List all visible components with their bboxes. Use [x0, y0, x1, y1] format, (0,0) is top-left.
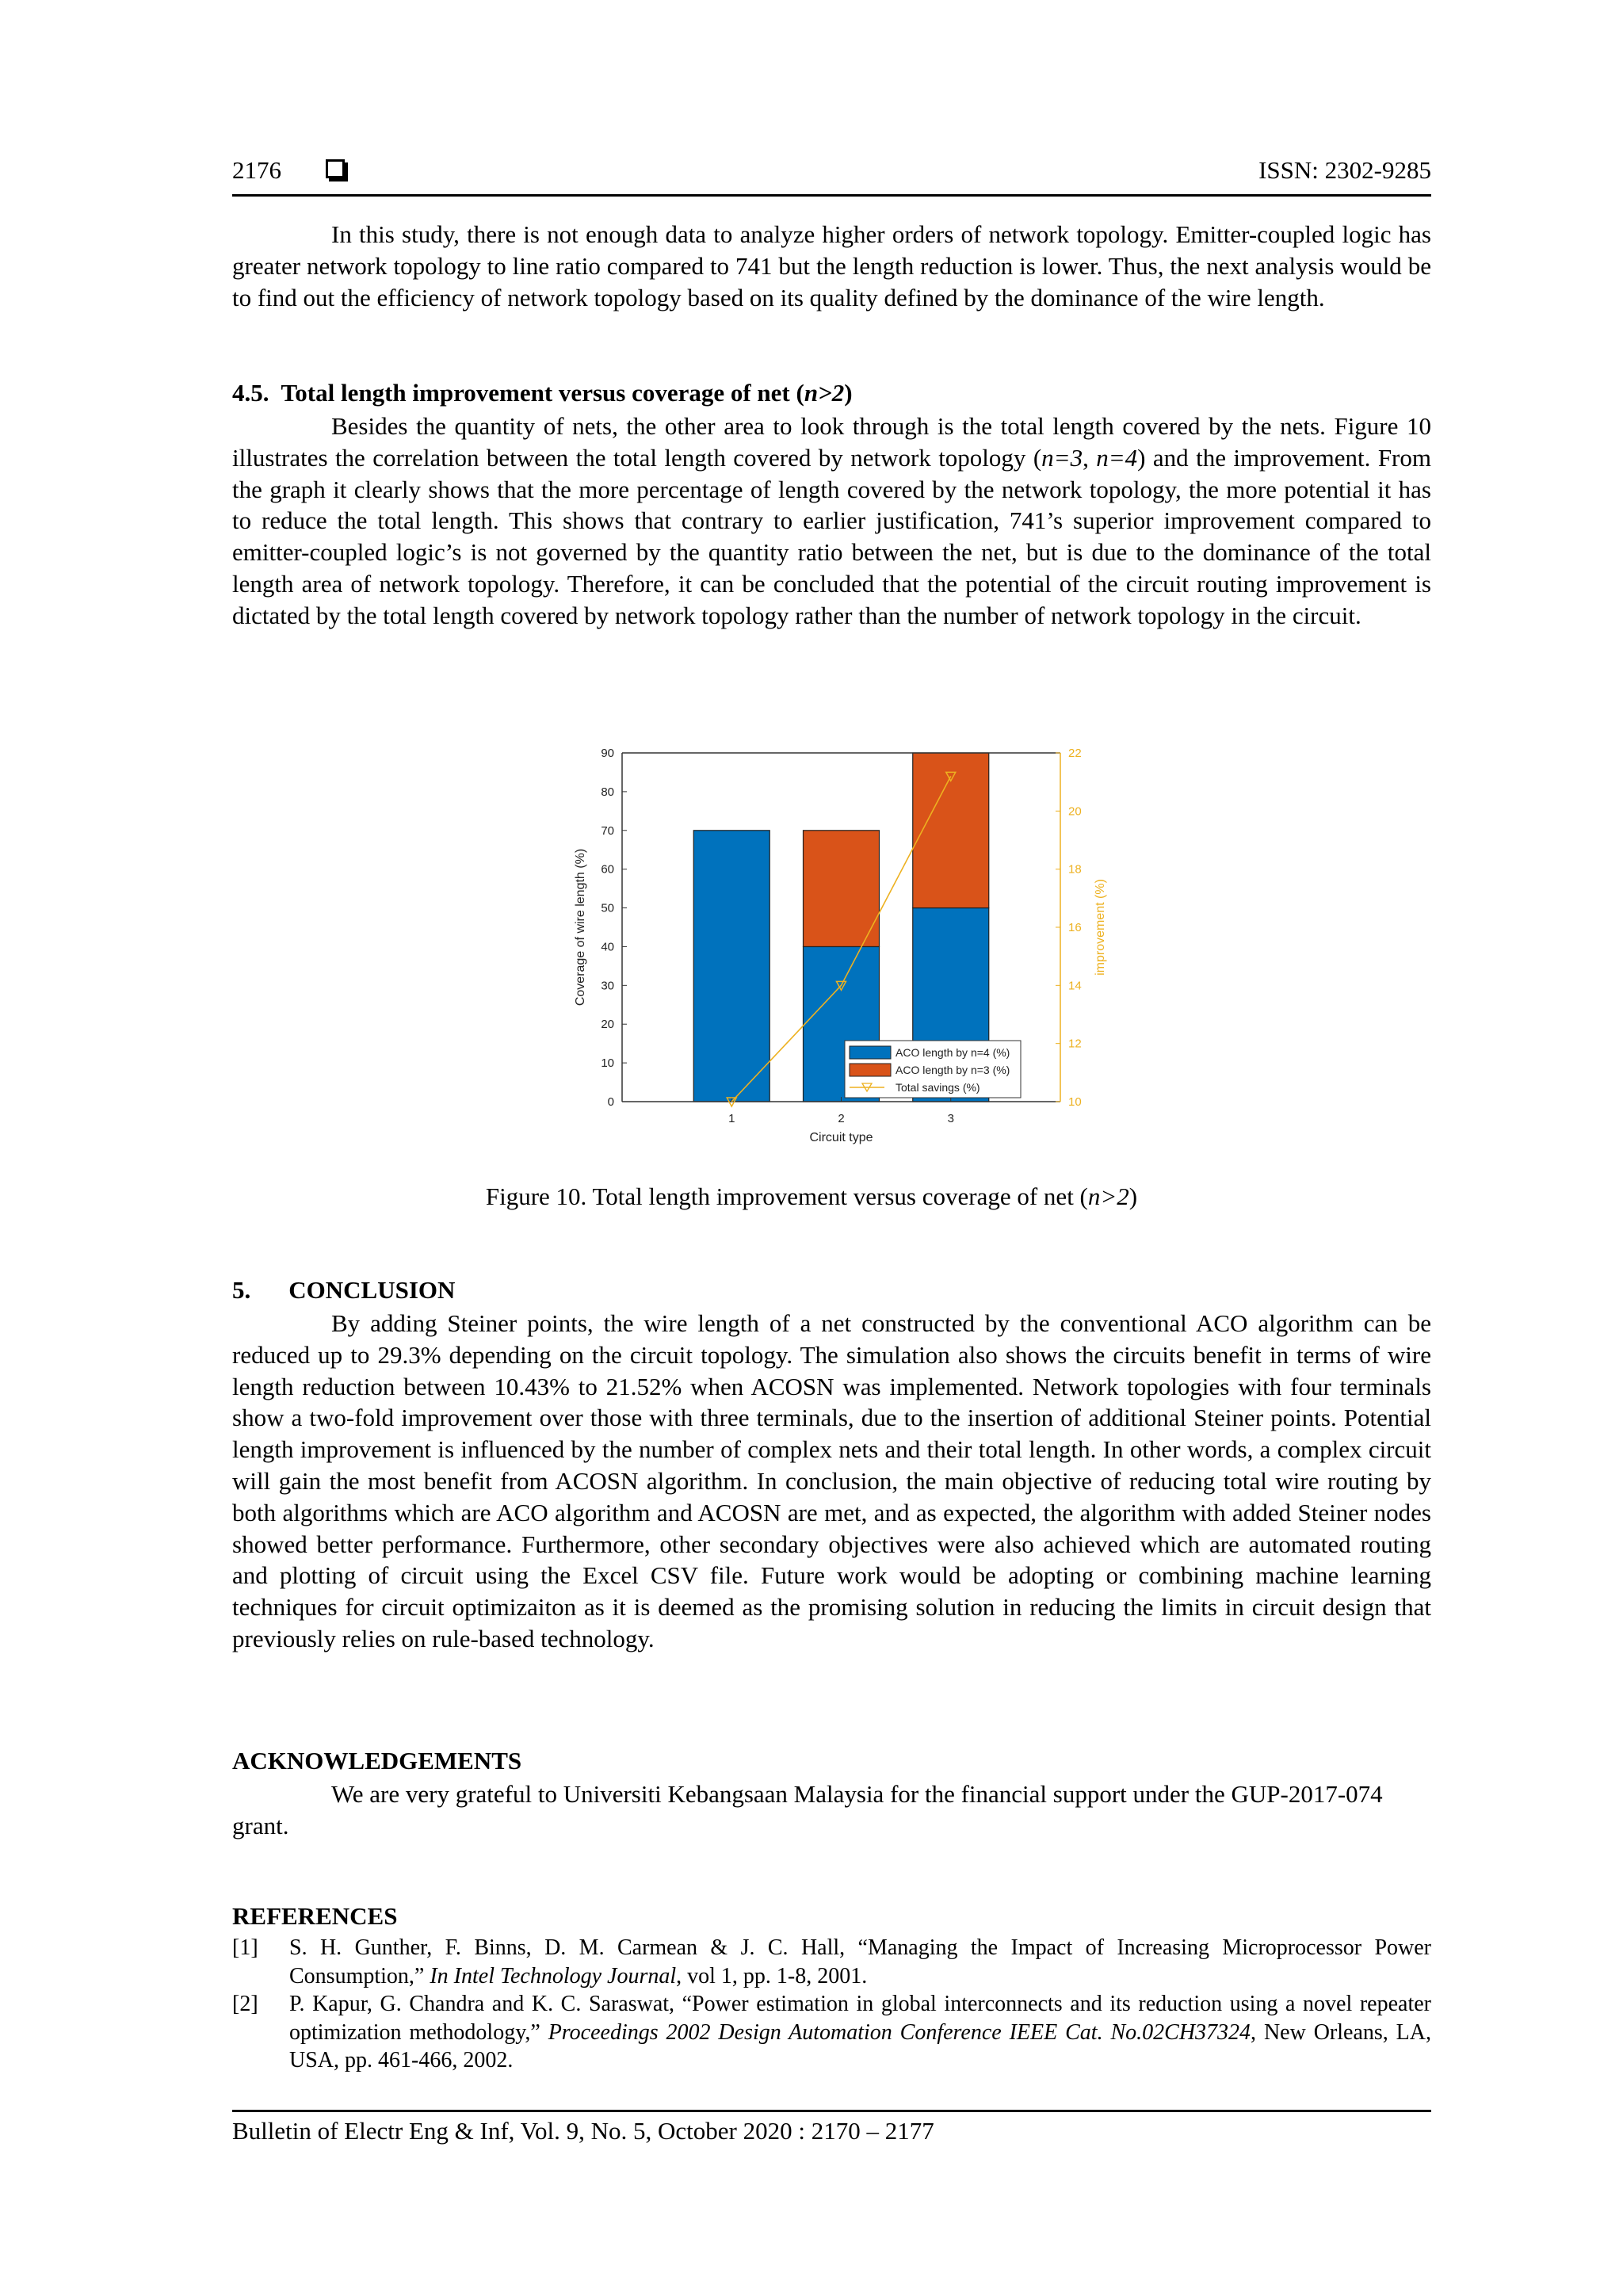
reference-rest: , New Orleans, LA, USA, pp. 461-466, 2002.	[289, 2019, 1431, 2073]
x-tick-label: 2	[838, 1112, 845, 1125]
y2-tick-label: 10	[1068, 1095, 1082, 1109]
para-part-2: ) and the improvement. From the graph it clearly shows that the more percentage of length covered by the network topology, the more potential it has to reduce the total length. This shows that contrary to earlier justification, 741’s superior improvement compared to emitter-coupled logic’s is not governed by the quantity ratio between the net, but is due to the dominance of the total length area of network topology. Therefore, it can be concluded that the potential of the circuit routing improvement is dictated by the total length covered by network topology rather than the number of network topology in the circuit.	[232, 443, 1431, 629]
conclusion-title: CONCLUSION	[288, 1276, 456, 1304]
legend-label: ACO length by n=4 (%)	[896, 1046, 1010, 1059]
caption-text: Figure 10. Total length improvement versus coverage of net (	[485, 1182, 1088, 1210]
y-tick-label: 30	[601, 979, 614, 993]
reference-number: [1]	[232, 1935, 258, 1960]
references-heading: REFERENCES	[232, 1902, 398, 1930]
y-tick-label: 40	[601, 940, 614, 954]
acknowledgements-paragraph: We are very grateful to Universiti Kebangsaan Malaysia for the financial support under the GUP-2017-074 grant.	[232, 1780, 1383, 1839]
reference-venue: Proceedings 2002 Design Automation Conference IEEE Cat. No.02CH37324	[548, 2019, 1251, 2045]
bar-segment	[913, 753, 989, 908]
legend-swatch	[850, 1046, 891, 1059]
page-header	[232, 156, 1431, 197]
conclusion-paragraph: By adding Steiner points, the wire length of a net constructed by the conventional ACO algorithm can be reduced up to 29.3% depending on the circuit topology. The simulation also shows the circuits benefit in terms of wire length reduction between 10.43% to 21.52% when ACOSN was implemented. Network topologies with four terminals show a two-fold improvement over those with three terminals, due to the insertion of additional Steiner points. Potential length improvement is influenced by the number of complex nets and their total length. In other words, a complex circuit will gain the most benefit from ACOSN algorithm. In conclusion, the main objective of reducing total wire routing by both algorithms which are ACO algorithm and ACOSN are met, and as expected, the algorithm with added Steiner nodes showed better performance. Furthermore, other secondary objectives were also achieved which are automated routing and plotting of circuit using the Excel CSV file. Future work would be adopting or combining machine learning techniques for circuit optimizaiton as it is deemed as the promising solution in reducing the limits in circuit design that previously relies on rule-based technology.	[232, 1309, 1431, 1652]
caption-italic: n>2	[1087, 1182, 1129, 1210]
conclusion-heading	[232, 1276, 455, 1305]
y-tick-label: 10	[601, 1056, 614, 1071]
x-axis-label: Circuit type	[809, 1131, 873, 1144]
separator: ,	[1083, 443, 1097, 472]
section-title-end: )	[844, 379, 853, 407]
y2-tick-label: 12	[1068, 1037, 1082, 1051]
acknowledgements-heading: ACKNOWLEDGEMENTS	[232, 1747, 522, 1775]
reference-venue: In Intel Technology Journal	[430, 1963, 677, 1988]
y2-tick-label: 14	[1068, 979, 1082, 993]
page-number: 2176	[232, 156, 281, 184]
para-part-1: Besides the quantity of nets, the other area to look through is the total length covered by the nets. Figure 10 illustrates the correlation between the total length covered by network topology (	[232, 412, 1431, 472]
section-number: 4.5.	[232, 379, 269, 407]
legend-label: Total savings (%)	[896, 1081, 980, 1094]
references-list	[232, 1934, 1431, 2075]
bar-segment	[693, 831, 769, 1102]
caption-end: )	[1128, 1182, 1138, 1210]
bar-segment	[804, 831, 880, 947]
x-tick-label: 1	[728, 1112, 735, 1125]
legend-label: ACO length by n=3 (%)	[896, 1064, 1010, 1076]
y2-tick-label: 18	[1068, 862, 1082, 877]
n3-label: n=3	[1041, 443, 1083, 472]
reference-item	[232, 1934, 1431, 1990]
figure-caption	[0, 1182, 1623, 1211]
y2-tick-label: 22	[1068, 747, 1082, 760]
section-title-italic: n>2	[804, 379, 845, 407]
legend-swatch	[850, 1064, 891, 1076]
issn: ISSN: 2302-9285	[1258, 156, 1431, 184]
y-tick-label: 0	[607, 1095, 614, 1109]
box-icon	[326, 159, 345, 178]
y2-tick-label: 16	[1068, 921, 1082, 934]
section-title: Total length improvement versus coverage of net (	[281, 379, 804, 407]
y-tick-label: 80	[601, 785, 614, 799]
reference-text: S. H. Gunther, F. Binns, D. M. Carmean & J. C. Hall, “Managing the Impact of Increasing Microprocessor Power Consumption,”	[289, 1935, 1431, 1988]
page-footer: Bulletin of Electr Eng & Inf, Vol. 9, No. 5, October 2020 : 2170 – 2177	[232, 2110, 1431, 2145]
conclusion-number: 5.	[232, 1276, 251, 1304]
y-tick-label: 60	[601, 862, 614, 877]
reference-number: [2]	[232, 1992, 258, 2016]
y-tick-label: 50	[601, 901, 614, 915]
x-tick-label: 3	[947, 1112, 954, 1125]
section-4-5-heading	[232, 379, 853, 407]
reference-text: P. Kapur, G. Chandra and K. C. Saraswat, “Power estimation in global interconnects and its reduction using a novel repeater optimization methodology,”	[289, 1992, 1431, 2045]
reference-rest: , vol 1, pp. 1-8, 2001.	[676, 1963, 868, 1988]
intro-paragraph: In this study, there is not enough data to analyze higher orders of network topology. Emitter-coupled logic has greater network topology to line ratio compared to 741 but the length reduction is lower. Thus, the next analysis would be to find out the efficiency of network topology based on its quality defined by the dominance of the wire length.	[232, 220, 1431, 311]
n4-label: n=4	[1096, 443, 1138, 472]
y2-tick-label: 20	[1068, 804, 1082, 819]
figure-10-chart	[555, 737, 1109, 1165]
reference-item	[232, 1990, 1431, 2075]
y-axis-label: Coverage of wire length (%)	[574, 848, 587, 1007]
section-4-5-paragraph	[232, 411, 1431, 632]
y-tick-label: 20	[601, 1018, 614, 1032]
y-tick-label: 70	[601, 823, 614, 838]
y-tick-label: 90	[601, 747, 614, 760]
y2-axis-label: improvement (%)	[1094, 879, 1107, 976]
